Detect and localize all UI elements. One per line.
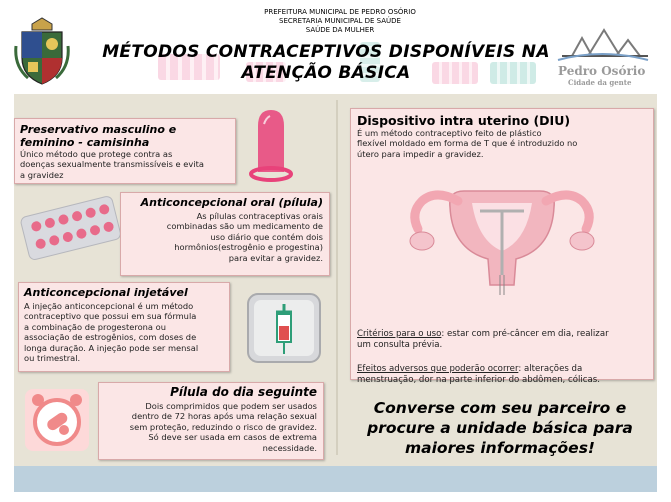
syringe-icon [246, 292, 322, 364]
cta-line-2: procure a unidade básica para [367, 419, 633, 437]
footer-band [14, 466, 657, 492]
criterios-value-2: um consulta prévia. [357, 340, 443, 351]
card-text-line-3: sem proteção, reduzindo o risco de gravidez. [129, 421, 317, 432]
card-title: Dispositivo intra uterino (DIU) [357, 113, 571, 128]
efeitos-value-1: : alterações da [518, 364, 583, 375]
card-text-line-2: combinadas são um medicamento de [166, 221, 323, 232]
title-line-1: MÉTODOS CONTRACEPTIVOS DISPONÍVEIS NA [102, 42, 550, 62]
condom-icon [244, 104, 298, 182]
criterios-text [357, 329, 647, 351]
card-text-line-1: A injeção anticoncepcional é um método [24, 301, 194, 311]
card-text-line-5: necessidade. [262, 442, 317, 453]
card-title-line-2: feminino - camisinha [20, 136, 150, 149]
card-title: Pílula do dia seguinte [170, 385, 317, 399]
card-text-line-2: doenças sexualmente transmissíveis e evita [20, 159, 204, 170]
card-preservativo [14, 118, 236, 184]
cta-line-3: maiores informações! [405, 439, 595, 457]
card-text-line-3: a gravidez [20, 169, 64, 180]
card-dia-seguinte [98, 382, 324, 460]
criterios-line-1 [357, 329, 647, 340]
card-title-line-1: Preservativo masculino e [20, 123, 177, 136]
efeitos-value-2: menstruação, dor na parte inferior do abdômen, cólicas. [357, 375, 600, 386]
card-text-line-2: flexível moldado em forma de T que é introduzido no [357, 138, 578, 149]
card-pilula [120, 192, 330, 276]
logo-subtitle: Cidade da gente [568, 78, 632, 87]
card-title: Anticoncepcional injetável [24, 286, 188, 299]
card-text-line-1: É um método contraceptivo feito de plástico [357, 128, 542, 138]
card-title: Anticoncepcional oral (pílula) [140, 196, 323, 209]
card-text-line-4: hormônios(estrogênio e progestina) [174, 242, 323, 253]
card-text-line-1: As pílulas contraceptivas orais [196, 211, 323, 221]
card-text [24, 301, 224, 363]
card-text-line-5: para evitar a gravidez. [228, 252, 323, 263]
card-text-line-1: Dois comprimidos que podem ser usados [145, 401, 317, 411]
card-text-line-3: uso diário que contém dois [210, 231, 323, 242]
card-text-line-3: a combinação de progesterona ou [24, 321, 166, 332]
efeitos-line-1 [357, 364, 647, 375]
card-text-line-4: associação de estrogênios, com doses de [24, 332, 197, 343]
card-diu [350, 108, 654, 386]
gov-line-1: PREFEITURA MUNICIPAL DE PEDRO OSÓRIO [264, 8, 416, 16]
card-text-line-3: útero para impedir a gravidez. [357, 148, 484, 159]
card-title [20, 123, 230, 149]
card-text-line-4: Só deve ser usada em casos de extrema [148, 432, 317, 443]
card-text-line-6: ou trimestral. [24, 353, 81, 364]
uterus-iud-icon [402, 167, 602, 297]
pill-blister-icon [18, 196, 124, 262]
cta-line-1: Converse com seu parceiro e [373, 399, 627, 417]
page-title [96, 42, 556, 84]
column-divider [336, 100, 338, 455]
efeitos-label: Efeitos adversos que poderão ocorrer [357, 364, 519, 375]
card-text [357, 128, 647, 159]
call-to-action [350, 398, 650, 458]
card-text-line-2: contraceptivo que possui em sua fórmula [24, 311, 197, 322]
card-text-line-2: dentro de 72 horas após uma relação sexual [131, 411, 317, 422]
title-line-2: ATENÇÃO BÁSICA [241, 63, 411, 83]
gov-line-3: SAÚDE DA MULHER [305, 26, 375, 34]
gov-line-2: SECRETARIA MUNICIPAL DE SAÚDE [279, 17, 401, 25]
card-text-line-5: longa duração. A injeção pode ser mensal [24, 342, 199, 353]
card-injetavel [18, 282, 230, 372]
crest-icon [14, 16, 70, 86]
efeitos-text [357, 364, 647, 386]
alarm-clock-pill-icon [24, 388, 90, 452]
card-text [127, 211, 323, 263]
logo-text: Pedro Osório [558, 64, 646, 78]
card-text-line-1: Único método que protege contra as [20, 149, 173, 159]
card-text [20, 149, 230, 180]
government-header [200, 8, 480, 35]
criterios-value-1: : estar com pré-câncer em dia, realizar [441, 329, 609, 340]
criterios-label: Critérios para o uso [357, 329, 442, 340]
card-text [105, 401, 317, 453]
